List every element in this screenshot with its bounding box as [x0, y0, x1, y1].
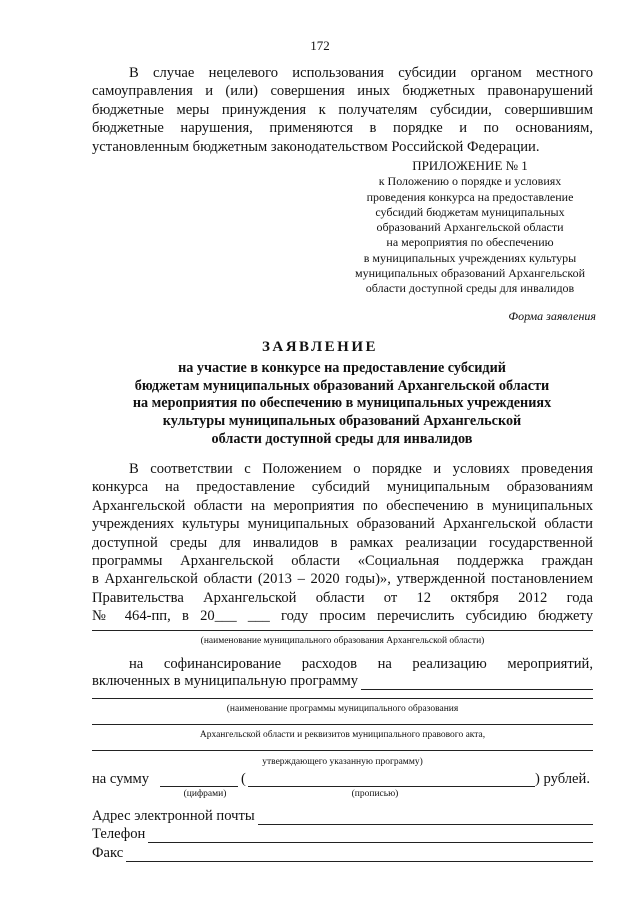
appendix-line: образований Архангельской области [376, 220, 564, 235]
subtitle-line: на участие в конкурсе на предоставление субсидий [178, 360, 506, 376]
words-caption: (прописью) [351, 789, 399, 799]
intro-line: установленным бюджетным законодательством Российской Федерации. [92, 138, 540, 155]
document-title: ЗАЯВЛЕНИЕ [261, 339, 379, 355]
open-paren: ( [241, 771, 246, 787]
cofinancing-text: на софинансирование расходов на реализацию мероприятий, [129, 656, 593, 672]
subtitle-line: бюджетам муниципальных образований Архангельской области [134, 377, 550, 394]
body-line: доступной среды для инвалидов в рамках реализации государственной [92, 534, 593, 551]
body-line: № 464-пп, в 20___ ___ году просим перечислить субсидию бюджету [92, 608, 593, 625]
subtitle-line: на мероприятия по обеспечению в муниципальных учреждениях [132, 395, 552, 412]
appendix-block [330, 158, 610, 297]
program-label: включенных в муниципальную программу [92, 673, 359, 689]
program-line [92, 673, 593, 690]
form-label: Форма заявления [508, 309, 596, 323]
digits-caption: (цифрами) [183, 789, 227, 799]
sum-label: на сумму [92, 771, 150, 787]
sum-suffix: ) рублей. [535, 771, 590, 787]
body-paragraph [92, 460, 593, 626]
program-name-field-3[interactable] [92, 724, 593, 725]
body-line: В соответствии с Положением о порядке и условиях проведения [129, 461, 593, 477]
phone-field[interactable] [148, 830, 593, 843]
appendix-line: субсидий бюджетам муниципальных [375, 204, 565, 219]
email-field[interactable] [258, 812, 593, 825]
phone-line [92, 826, 593, 843]
appendix-line: муниципальных образований Архангельской [354, 266, 586, 281]
program-name-field-4[interactable] [92, 750, 593, 751]
body-line: программы Архангельской области «Социальная поддержка граждан [92, 553, 593, 570]
fax-line [92, 845, 593, 862]
fax-field[interactable] [126, 849, 593, 862]
cofinancing-line [92, 655, 593, 673]
intro-line: бюджетные нарушения, применяются в порядке и по основаниям, [92, 120, 593, 137]
intro-line: В случае нецелевого использования субсидии органом местного [129, 65, 593, 81]
body-line: в Архангельской области (2013 – 2020 годы)», утвержденной постановлением [92, 571, 593, 588]
email-label: Адрес электронной почты [92, 808, 255, 824]
program-caption: (наименование программы муниципального образования [226, 704, 459, 714]
appendix-line: области доступной среды для инвалидов [365, 281, 575, 296]
appendix-line: к Положению о порядке и условиях [378, 174, 562, 189]
appendix-title: ПРИЛОЖЕНИЕ № 1 [412, 158, 528, 173]
sum-digits-field[interactable] [160, 786, 238, 787]
municipality-name-field[interactable] [92, 630, 593, 631]
approving-caption: утверждающего указанную программу) [262, 757, 423, 767]
subtitle-line: культуры муниципальных образований Архангельской [162, 413, 522, 430]
subtitle-line: области доступной среды для инвалидов [211, 430, 473, 447]
intro-line: самоуправления и (или) совершения иных бюджетных правонарушений [92, 83, 593, 100]
fax-label: Факс [92, 845, 124, 861]
sum-words-field[interactable] [248, 786, 535, 787]
region-caption: Архангельской области и реквизитов муниципального правового акта, [199, 730, 486, 740]
body-line: Правительства Архангельской области от 12 октября 2012 года [92, 589, 593, 606]
appendix-line: на мероприятия по обеспечению [386, 235, 554, 250]
appendix-line: в муниципальных учреждениях культуры [363, 250, 577, 265]
body-line: Архангельской области на мероприятия по обеспечению в муниципальных [92, 497, 593, 514]
document-subtitle [92, 360, 592, 449]
program-name-field[interactable] [361, 677, 593, 690]
body-line: учреждениях культуры муниципальных образований Архангельской области [92, 516, 593, 533]
body-line: конкурса на предоставление субсидий муниципальным образованиям [92, 479, 593, 496]
appendix-line: проведения конкурса на предоставление [366, 189, 574, 204]
program-name-field-2[interactable] [92, 698, 593, 699]
municipality-caption: (наименование муниципального образования Архангельской области) [200, 636, 485, 646]
page-number: 172 [310, 38, 330, 53]
phone-label: Телефон [92, 826, 146, 842]
intro-paragraph [92, 64, 593, 156]
intro-line: бюджетные меры принуждения к получателям субсидии, совершившим [92, 101, 593, 118]
email-line [92, 808, 593, 825]
